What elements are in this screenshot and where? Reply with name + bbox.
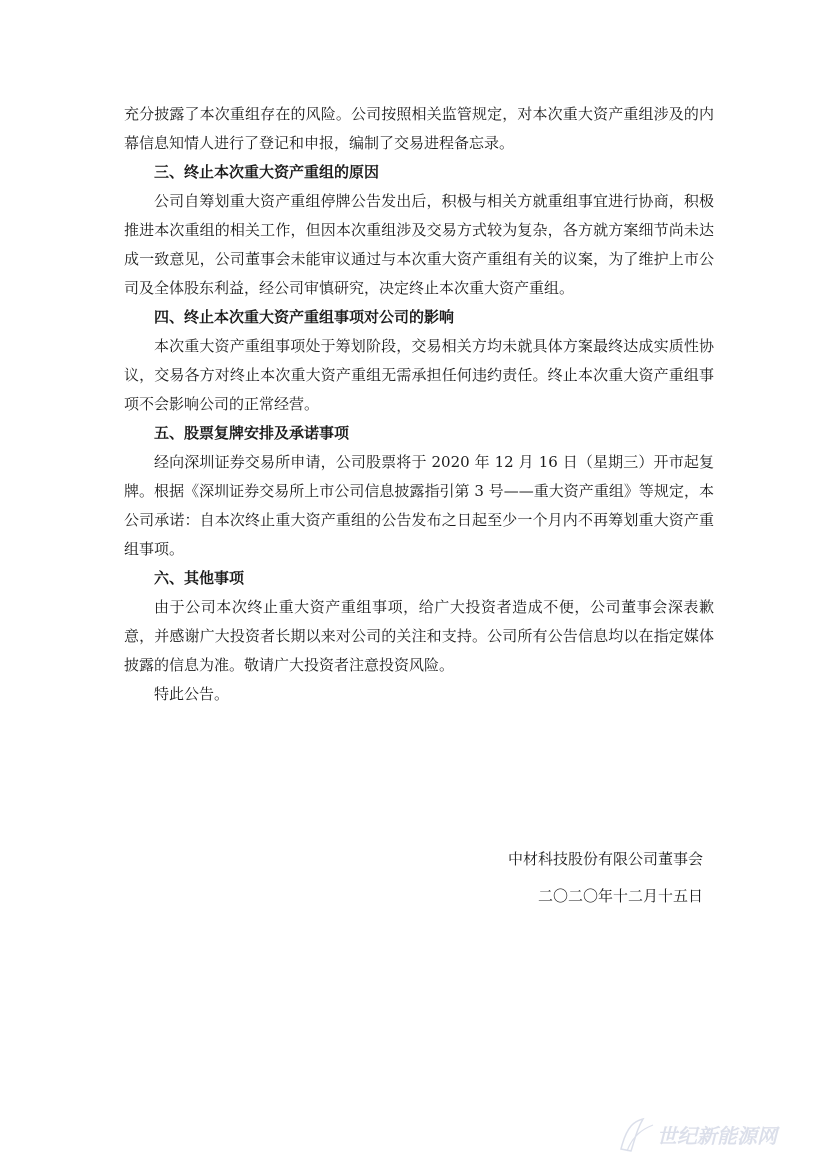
section-heading-3: 三、终止本次重大资产重组的原因 (154, 163, 380, 181)
closing-statement: 特此公告。 (154, 685, 230, 703)
section-heading-5: 五、股票复牌安排及承诺事项 (154, 424, 350, 442)
section-heading-6: 六、其他事项 (154, 569, 245, 587)
section-body-5: 经向深圳证券交易所申请，公司股票将于 2020 年 12 月 16 日（星期三）开市起复牌。根据《深圳证券交易所上市公司信息披露指引第 3 号——重大资产重组》等规定，本公司承诺：自本次终止重大资产重组的公告发布之日起至少一个月内不再筹划重大资产重组事项。 (124, 453, 714, 558)
signature-date: 二〇二〇年十二月十五日 (537, 887, 703, 905)
section-heading-4: 四、终止本次重大资产重组事项对公司的影响 (154, 308, 455, 326)
watermark-text: 世纪新能源网 (657, 1124, 777, 1148)
intro-paragraph: 充分披露了本次重组存在的风险。公司按照相关监管规定，对本次重大资产重组涉及的内幕信息知情人进行了登记和申报，编制了交易进程备忘录。 (124, 105, 714, 152)
section-body-3: 公司自筹划重大资产重组停牌公告发出后，积极与相关方就重组事宜进行协商，积极推进本次重组的相关工作，但因本次重组涉及交易方式较为复杂，各方就方案细节尚未达成一致意见，公司董事会未能审议通过与本次重大资产重组有关的议案，为了维护上市公司及全体股东利益，经公司审慎研究，决定终止本次重大资产重组。 (124, 192, 714, 297)
section-body-6: 由于公司本次终止重大资产重组事项，给广大投资者造成不便，公司董事会深表歉意，并感谢广大投资者长期以来对公司的关注和支持。公司所有公告信息均以在指定媒体披露的信息为准。敬请广大投资者注意投资风险。 (124, 598, 714, 674)
document-body (124, 100, 714, 709)
section-body-4: 本次重大资产重组事项处于筹划阶段，交易相关方均未就具体方案最终达成实质性协议，交易各方对终止本次重大资产重组无需承担任何违约责任。终止本次重大资产重组事项不会影响公司的正常经营。 (124, 337, 714, 413)
signature-company: 中材科技股份有限公司董事会 (507, 850, 703, 868)
watermark-logo (613, 1115, 813, 1155)
